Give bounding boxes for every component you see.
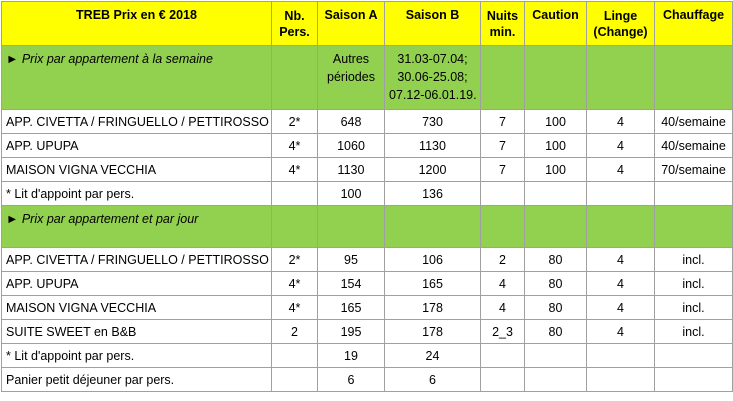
row-caution: 80 <box>525 248 587 272</box>
header-nb-pers <box>272 2 318 46</box>
row-caution: 80 <box>525 272 587 296</box>
row-name: APP. UPUPA <box>2 272 272 296</box>
row-pers: 4* <box>272 134 318 158</box>
section-week-empty <box>481 46 525 110</box>
row-linge: 4 <box>587 110 655 134</box>
saison-a-period-line2: périodes <box>327 70 375 84</box>
row-chauffage <box>655 344 733 368</box>
header-nuits-min <box>481 2 525 46</box>
table-row <box>2 110 733 134</box>
row-name: APP. CIVETTA / FRINGUELLO / PETTIROSSO <box>2 248 272 272</box>
row-pers: 2* <box>272 110 318 134</box>
saison-b-period-line3: 07.12-06.01.19. <box>389 88 477 102</box>
row-nuits: 4 <box>481 296 525 320</box>
row-saison-a: 648 <box>318 110 385 134</box>
row-pers: 2 <box>272 320 318 344</box>
row-caution: 100 <box>525 134 587 158</box>
table-row <box>2 344 733 368</box>
header-chauffage: Chauffage <box>655 2 733 46</box>
header-linge-line2: (Change) <box>593 24 648 39</box>
row-linge: 4 <box>587 320 655 344</box>
row-chauffage <box>655 182 733 206</box>
row-linge: 4 <box>587 158 655 182</box>
section-day-empty <box>587 206 655 248</box>
section-day-row <box>2 206 733 248</box>
section-day-empty <box>385 206 481 248</box>
saison-b-period-line1: 31.03-07.04; <box>397 52 468 66</box>
row-saison-a: 19 <box>318 344 385 368</box>
row-chauffage <box>655 368 733 392</box>
table-row <box>2 296 733 320</box>
row-pers <box>272 182 318 206</box>
row-saison-a: 195 <box>318 320 385 344</box>
table-row <box>2 158 733 182</box>
row-saison-b: 165 <box>385 272 481 296</box>
row-saison-a: 95 <box>318 248 385 272</box>
row-nuits: 7 <box>481 134 525 158</box>
row-chauffage: incl. <box>655 296 733 320</box>
row-caution <box>525 182 587 206</box>
row-saison-a: 154 <box>318 272 385 296</box>
section-week-empty <box>525 46 587 110</box>
row-caution: 100 <box>525 158 587 182</box>
row-saison-a: 6 <box>318 368 385 392</box>
row-saison-b: 6 <box>385 368 481 392</box>
row-linge: 4 <box>587 248 655 272</box>
header-saison-a: Saison A <box>318 2 385 46</box>
row-nuits <box>481 344 525 368</box>
row-name: * Lit d'appoint par pers. <box>2 182 272 206</box>
header-linge <box>587 2 655 46</box>
table-row <box>2 368 733 392</box>
row-linge: 4 <box>587 296 655 320</box>
row-chauffage: incl. <box>655 248 733 272</box>
row-saison-b: 730 <box>385 110 481 134</box>
header-nb-pers-line2: Pers. <box>279 24 310 39</box>
row-linge: 4 <box>587 272 655 296</box>
saison-a-period-line1: Autres <box>332 52 370 66</box>
row-name: MAISON VIGNA VECCHIA <box>2 158 272 182</box>
price-table <box>1 1 733 392</box>
row-pers: 4* <box>272 272 318 296</box>
row-nuits <box>481 182 525 206</box>
table-row <box>2 134 733 158</box>
section-week-empty <box>655 46 733 110</box>
table-title: TREB Prix en € 2018 <box>2 2 272 46</box>
header-row <box>2 2 733 46</box>
section-week-label: ► Prix par appartement à la semaine <box>2 46 272 110</box>
row-caution <box>525 344 587 368</box>
section-day-empty <box>525 206 587 248</box>
section-day-empty <box>272 206 318 248</box>
row-linge <box>587 344 655 368</box>
header-nb-pers-line1: Nb. <box>284 8 305 23</box>
row-nuits <box>481 368 525 392</box>
section-day-empty <box>481 206 525 248</box>
row-saison-b: 106 <box>385 248 481 272</box>
row-name: * Lit d'appoint par pers. <box>2 344 272 368</box>
table-row <box>2 272 733 296</box>
row-nuits: 4 <box>481 272 525 296</box>
section-week-saison-a <box>318 46 385 110</box>
section-week-empty <box>587 46 655 110</box>
row-name: SUITE SWEET en B&B <box>2 320 272 344</box>
row-caution: 80 <box>525 296 587 320</box>
section-day-empty <box>318 206 385 248</box>
row-chauffage: incl. <box>655 272 733 296</box>
section-day-empty <box>655 206 733 248</box>
row-saison-a: 1130 <box>318 158 385 182</box>
row-name: MAISON VIGNA VECCHIA <box>2 296 272 320</box>
row-saison-b: 178 <box>385 296 481 320</box>
row-name: Panier petit déjeuner par pers. <box>2 368 272 392</box>
row-saison-b: 24 <box>385 344 481 368</box>
row-saison-b: 1130 <box>385 134 481 158</box>
row-pers: 4* <box>272 296 318 320</box>
row-pers: 4* <box>272 158 318 182</box>
row-caution: 100 <box>525 110 587 134</box>
saison-b-period-line2: 30.06-25.08; <box>397 70 468 84</box>
header-nuits-line1: Nuits <box>486 8 519 23</box>
row-chauffage: 70/semaine <box>655 158 733 182</box>
row-name: APP. UPUPA <box>2 134 272 158</box>
row-saison-a: 1060 <box>318 134 385 158</box>
row-linge: 4 <box>587 134 655 158</box>
row-pers: 2* <box>272 248 318 272</box>
row-chauffage: 40/semaine <box>655 110 733 134</box>
row-nuits: 7 <box>481 158 525 182</box>
row-chauffage: 40/semaine <box>655 134 733 158</box>
header-caution: Caution <box>525 2 587 46</box>
row-nuits: 2_3 <box>481 320 525 344</box>
row-nuits: 7 <box>481 110 525 134</box>
table-row <box>2 320 733 344</box>
row-pers <box>272 368 318 392</box>
row-saison-b: 136 <box>385 182 481 206</box>
header-saison-b: Saison B <box>385 2 481 46</box>
section-week-empty <box>272 46 318 110</box>
section-week-row <box>2 46 733 110</box>
row-chauffage: incl. <box>655 320 733 344</box>
row-saison-a: 165 <box>318 296 385 320</box>
header-linge-line1: Linge <box>603 8 638 23</box>
row-linge <box>587 368 655 392</box>
section-week-saison-b <box>385 46 481 110</box>
section-day-label: ► Prix par appartement et par jour <box>2 206 272 248</box>
row-saison-b: 1200 <box>385 158 481 182</box>
row-caution: 80 <box>525 320 587 344</box>
table-row <box>2 248 733 272</box>
row-pers <box>272 344 318 368</box>
row-nuits: 2 <box>481 248 525 272</box>
row-saison-a: 100 <box>318 182 385 206</box>
row-caution <box>525 368 587 392</box>
table-row <box>2 182 733 206</box>
row-linge <box>587 182 655 206</box>
row-name: APP. CIVETTA / FRINGUELLO / PETTIROSSO <box>2 110 272 134</box>
header-nuits-line2: min. <box>489 24 516 39</box>
row-saison-b: 178 <box>385 320 481 344</box>
